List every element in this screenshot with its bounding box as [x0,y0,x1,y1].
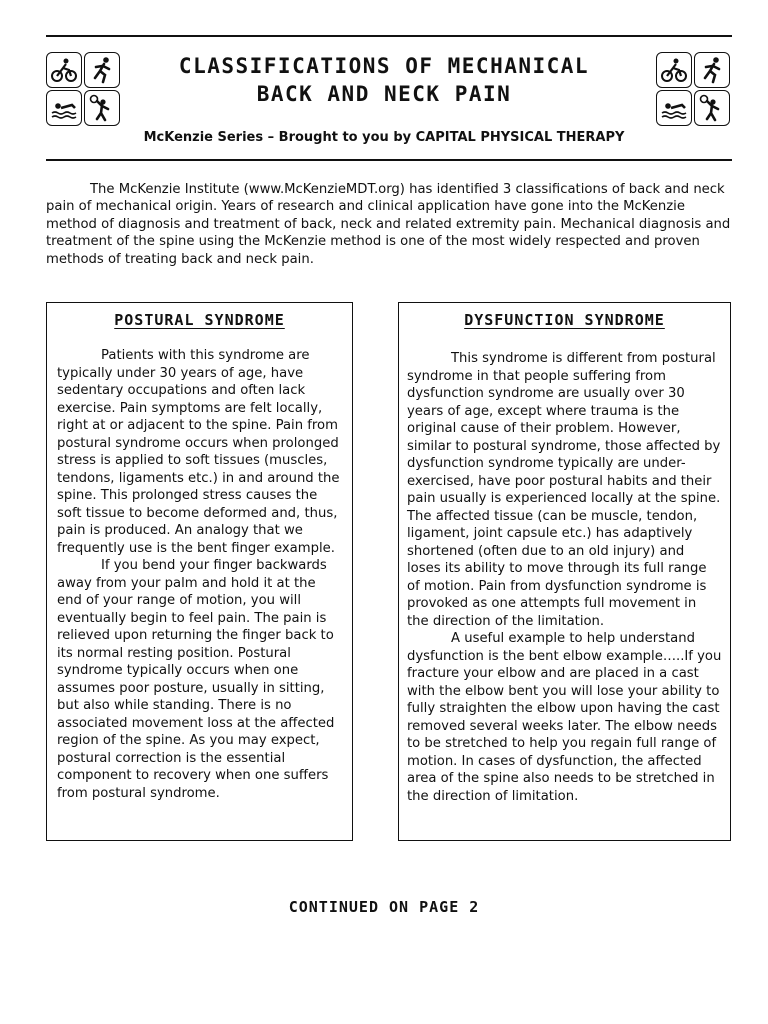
volleyball-player-icon [694,90,730,126]
volleyball-player-icon [84,90,120,126]
title-line-2: BACK AND NECK PAIN [256,82,512,106]
intro-text: The McKenzie Institute (www.McKenzieMDT.org) has identified 3 classifications of back and neck pain of mechanical origin. Years of research and clinical application have gone into the McKenzie method of diagnosis and treatment of back, neck and related extremity pain. Mechanical diagnosis and treatment of the spine using the McKenzie method is one of the most widely respected and proven methods of treating back and neck pain. [46,182,731,267]
swimmer-icon [46,90,82,126]
top-rule [46,35,732,37]
dysfunction-paragraph-2: A useful example to help understand dysfunction is the bent elbow example…..If you fracture your elbow and are placed in a cast with the elbow bent you will lose your ability to fully straighten the elbow upon having the cast removed several weeks later. The elbow needs to be stretched to help you regain full range of motion. In cases of dysfunction, the affected area of the spine also needs to be stretched in the direction of limitation. [407,631,722,804]
page-title [130,52,638,108]
page-subtitle: McKenzie Series – Brought to you by CAPITAL PHYSICAL THERAPY [143,130,625,145]
postural-paragraph-1: Patients with this syndrome are typically under 30 years of age, have sedentary occupations and often lack exercise. Pain symptoms are felt locally, right at or adjacent to the spine. Pain from postural syndrome occurs when prolonged stress is applied to soft tissues (muscles, tendons, ligaments etc.) in and around the spine. This prolonged stress causes the soft tissue to become deformed and, thus, pain is produced. An analogy that we frequently use is the bent finger example. [57,348,340,556]
sports-logo-left [46,52,120,126]
postural-syndrome-box [46,302,353,841]
dysfunction-syndrome-body [407,350,722,805]
runner-icon [694,52,730,88]
header-bottom-rule [46,159,732,161]
cyclist-icon [46,52,82,88]
title-line-1: CLASSIFICATIONS OF MECHANICAL [178,54,590,78]
postural-syndrome-body [57,347,342,802]
dysfunction-paragraph-1: This syndrome is different from postural syndrome in that people suffering from dysfunction syndrome are usually over 30 years of age, except where trauma is the original cause of their problem. However, similar to postural syndrome, those affected by dysfunction syndrome typically are under-exercised, have poor postural habits and their pain usually is experienced locally at the spine. The affected tissue (can be muscle, tendon, ligament, joint capsule etc.) has adaptively shortened (often due to an old injury) and loses its ability to move through its full range of motion. Pain from dysfunction syndrome is provoked as one attempts full movement in the direction of the limitation. [407,351,721,629]
continued-on-page-2: CONTINUED ON PAGE 2 [288,898,480,916]
dysfunction-syndrome-box [398,302,731,841]
intro-paragraph [46,181,732,268]
sports-logo-right [656,52,730,126]
postural-syndrome-heading: POSTURAL SYNDROME [114,311,285,329]
runner-icon [84,52,120,88]
cyclist-icon [656,52,692,88]
dysfunction-syndrome-heading: DYSFUNCTION SYNDROME [464,311,665,329]
swimmer-icon [656,90,692,126]
postural-paragraph-2: If you bend your finger backwards away from your palm and hold it at the end of your range of motion, you will eventually begin to feel pain. The pain is relieved upon returning the finger back to its normal resting position. Postural syndrome typically occurs when one assumes poor posture, usually in sitting, but also while standing. There is no associated movement loss at the affected region of the spine. As you may expect, postural correction is the essential component to recovery when one suffers from postural syndrome. [57,558,335,801]
